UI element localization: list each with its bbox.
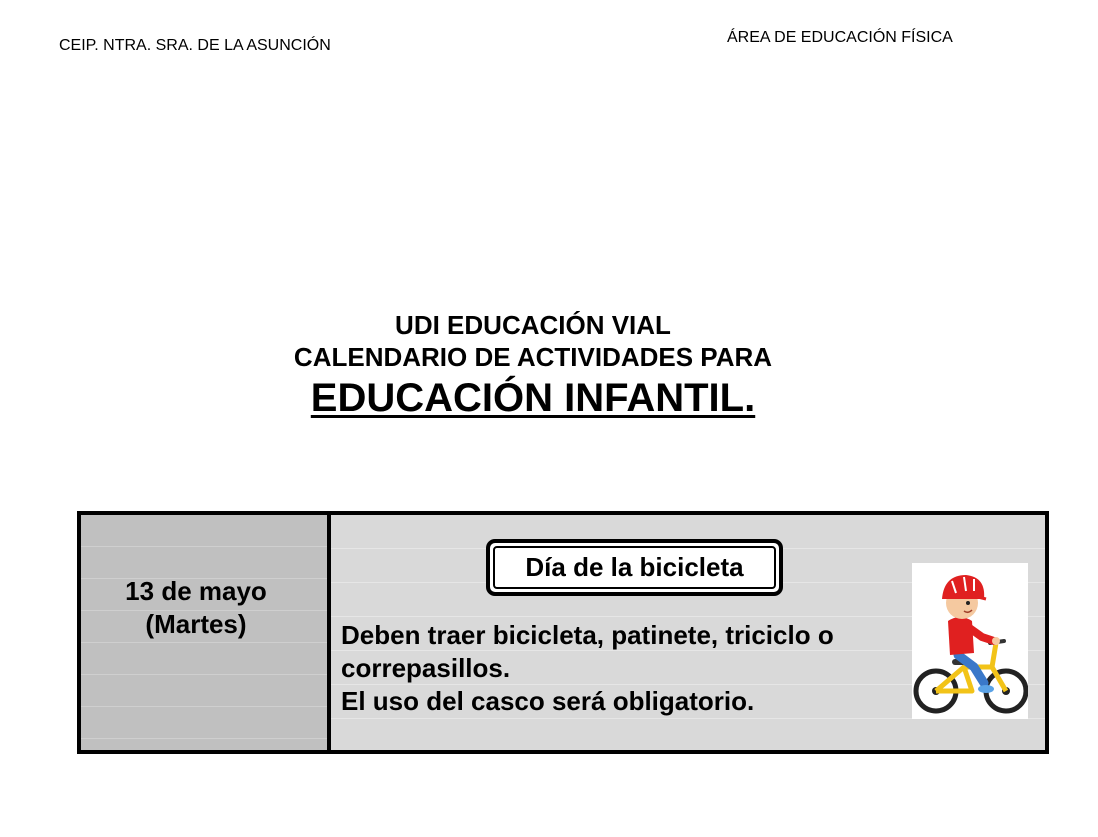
- activity-name: Día de la bicicleta: [493, 546, 776, 589]
- title-unit: UDI EDUCACIÓN VIAL: [395, 310, 671, 340]
- date-cell: [81, 515, 331, 750]
- activity-table: [77, 511, 1049, 754]
- department-name: ÁREA DE EDUCACIÓN FÍSICA: [727, 29, 953, 46]
- description-line: correpasillos.: [341, 653, 511, 683]
- activity-cell: [331, 515, 1045, 750]
- activity-name-box: [486, 539, 783, 596]
- school-name: CEIP. NTRA. SRA. DE LA ASUNCIÓN: [59, 37, 331, 54]
- child-on-bicycle-icon: [912, 563, 1028, 719]
- date-weekday: (Martes): [145, 609, 247, 639]
- description-line: El uso del casco será obligatorio.: [341, 686, 755, 716]
- title-level: EDUCACIÓN INFANTIL.: [310, 376, 756, 420]
- document-title: [0, 309, 1066, 423]
- activity-description: [341, 619, 911, 718]
- title-calendar: CALENDARIO DE ACTIVIDADES PARA: [293, 342, 773, 372]
- date-day: 13 de mayo: [125, 576, 267, 606]
- activity-date: [81, 575, 311, 641]
- description-line: Deben traer bicicleta, patinete, triciclo o: [341, 620, 834, 650]
